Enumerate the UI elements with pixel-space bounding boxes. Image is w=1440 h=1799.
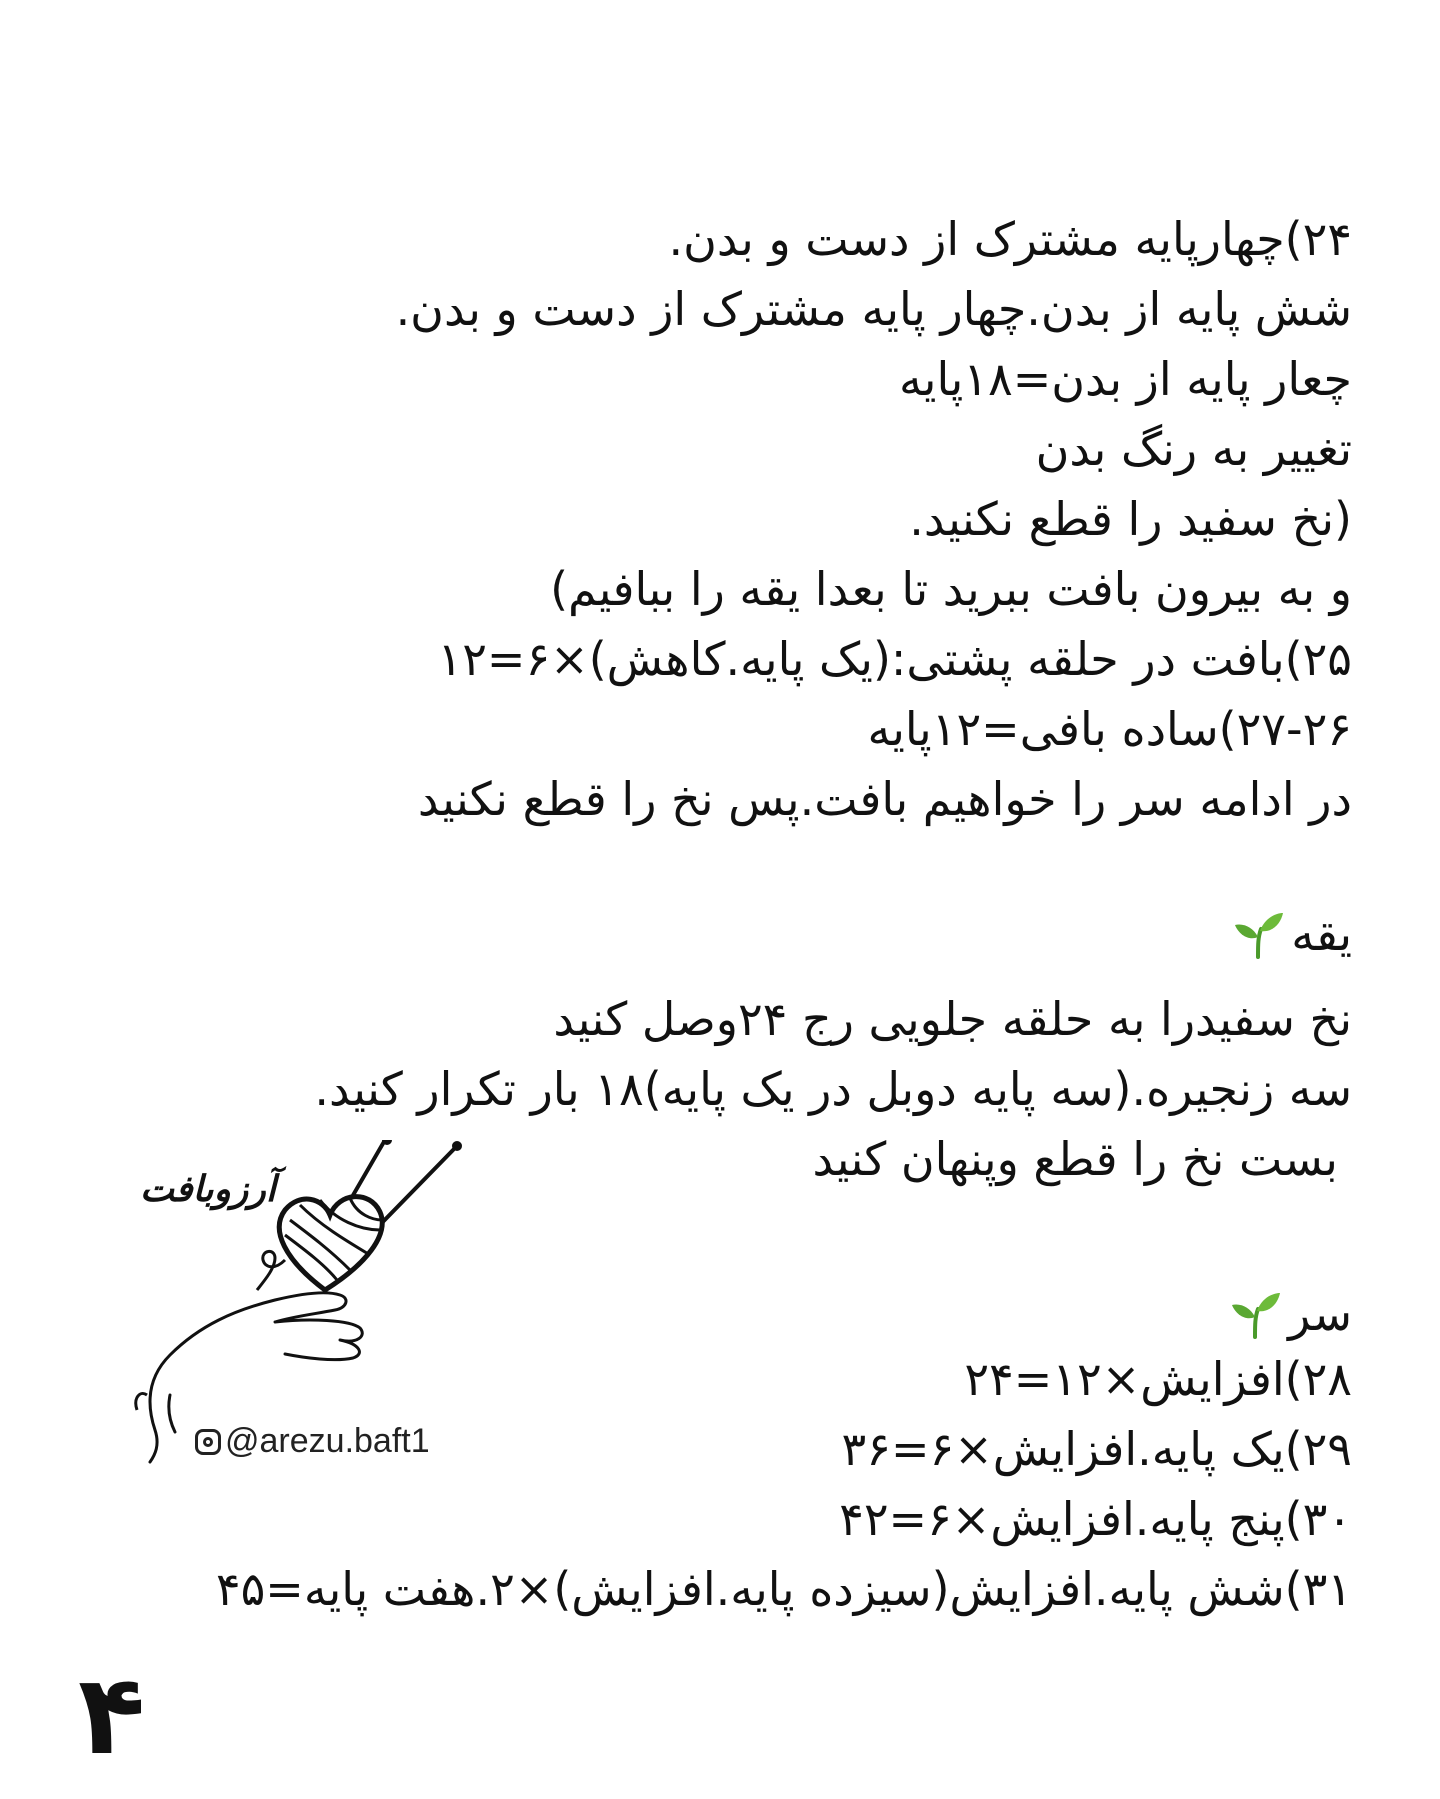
page-number: ۴ — [78, 1651, 146, 1779]
instruction-line: در ادامه سر را خواهیم بافت.پس نخ را قطع نکنید — [417, 772, 1352, 826]
head-line-31: ۳۱)شش پایه.افزایش(سیزده پایه.افزایش)×۲.هفت پایه=۴۵ — [215, 1562, 1352, 1616]
collar-title: یقه — [1291, 907, 1352, 961]
instagram-handle — [195, 1422, 430, 1461]
instruction-line: (نخ سفید را قطع نکنید. — [909, 492, 1352, 546]
collar-line: نخ سفیدرا به حلقه جلویی رج ۲۴وصل کنید — [553, 992, 1352, 1046]
instruction-line: تغییر به رنگ بدن — [1035, 422, 1352, 476]
instruction-line-24: ۲۴)چهارپایه مشترک از دست و بدن. — [668, 212, 1352, 266]
collar-heading — [1231, 900, 1352, 968]
handle-text: @arezu.baft1 — [225, 1422, 430, 1460]
sprout-icon — [1228, 1287, 1282, 1341]
head-line-29: ۲۹)یک پایه.افزایش×۶=۳۶ — [841, 1422, 1352, 1476]
brand-logo-text: آرزوبافت — [140, 1168, 276, 1210]
instruction-line: شش پایه از بدن.چهار پایه مشترک از دست و بدن. — [395, 282, 1352, 336]
instruction-line: و به بیرون بافت ببرید تا بعدا یقه را ببافیم) — [550, 562, 1352, 616]
head-heading — [1228, 1280, 1352, 1348]
instruction-line: چعار پایه از بدن=۱۸پایه — [899, 352, 1352, 406]
head-line-30: ۳۰)پنج پایه.افزایش×۶=۴۲ — [839, 1492, 1352, 1546]
sprout-icon — [1231, 907, 1285, 961]
instruction-line-26-27: ۲۷-۲۶)ساده بافی=۱۲پایه — [867, 702, 1352, 756]
head-title: سر — [1288, 1287, 1352, 1341]
instagram-icon — [195, 1429, 221, 1455]
collar-line: سه زنجیره.(سه پایه دوبل در یک پایه)۱۸ بار تکرار کنید. — [314, 1062, 1352, 1116]
collar-line: بست نخ را قطع وپنهان کنید — [812, 1132, 1338, 1186]
head-line-28: ۲۸)افزایش×۱۲=۲۴ — [964, 1352, 1352, 1406]
instruction-line-25: ۲۵)بافت در حلقه پشتی:(یک پایه.کاهش)×۶=۱۲ — [437, 632, 1352, 686]
